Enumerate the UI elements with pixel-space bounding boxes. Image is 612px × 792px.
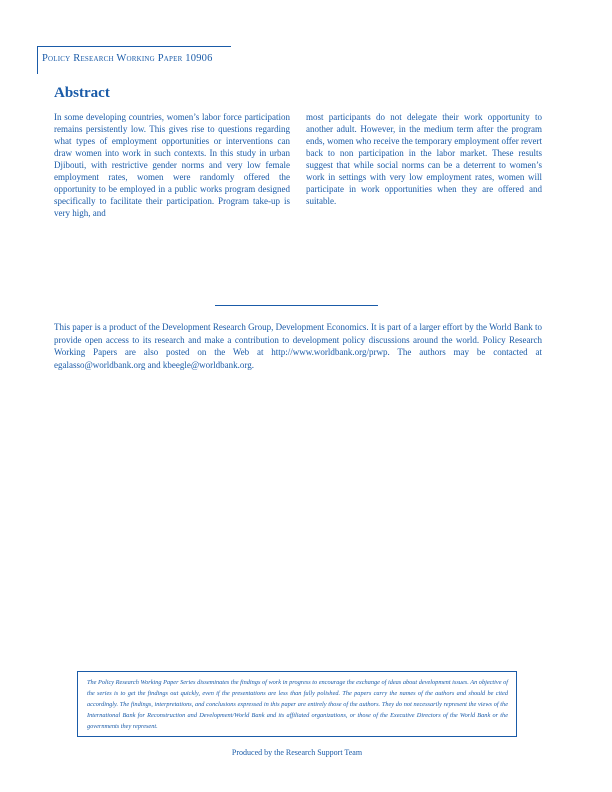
- disclaimer-text: The Policy Research Working Paper Series disseminates the findings of work in progress to encourage the exchange of ideas about development issues. An objective of the series is to get the findings out quickly, even if the presentations are less than fully polished. The papers carry the names of the authors and should be cited accordingly. The findings, interpretations, and conclusions expressed in this paper are entirely those of the authors. They do not necessarily represent the views of the International Bank for Reconstruction and Development/World Bank and its affiliated organizations, or those of the Executive Directors of the World Bank or the governments they represent.: [87, 679, 508, 730]
- header-rule-vertical: [37, 46, 38, 74]
- product-note: This paper is a product of the Development Research Group, Development Economics. It is part of a larger effort by the World Bank to provide open access to its research and make a contribution to development policy discussions around the world. Policy Research Working Papers are also posted on the Web at http://www.worldbank.org/prwp. The authors may be contacted at egalasso@worldbank.org and kbeegle@worldbank.org.: [54, 322, 542, 371]
- header-rule-horizontal: [37, 46, 231, 47]
- abstract-heading: Abstract: [54, 85, 110, 101]
- series-title: Policy Research Working Paper 10906: [42, 53, 213, 64]
- section-divider: [215, 305, 378, 306]
- disclaimer-box: [77, 671, 517, 737]
- abstract-column-left: In some developing countries, women’s labor force participation remains persistently low. This gives rise to questions regarding what types of employment opportunities or interventions can draw women into work in such contexts. In this study in urban Djibouti, with restrictive gender norms and very low female employment rates, women were randomly offered the opportunity to be employed in a public works program designed specifically to facilitate their participation. Program take-up is very high, and: [54, 112, 290, 218]
- produced-by-line: Produced by the Research Support Team: [231, 748, 363, 757]
- abstract-column-right: most participants do not delegate their work opportunity to another adult. However, in the medium term after the program ends, women who receive the temporary employment offer revert back to non participation in the labor market. These results suggest that while social norms can be a deterrent to women’s work in settings with very low employment rates, women will participate in work opportunities when they are offered and suitable.: [306, 112, 542, 206]
